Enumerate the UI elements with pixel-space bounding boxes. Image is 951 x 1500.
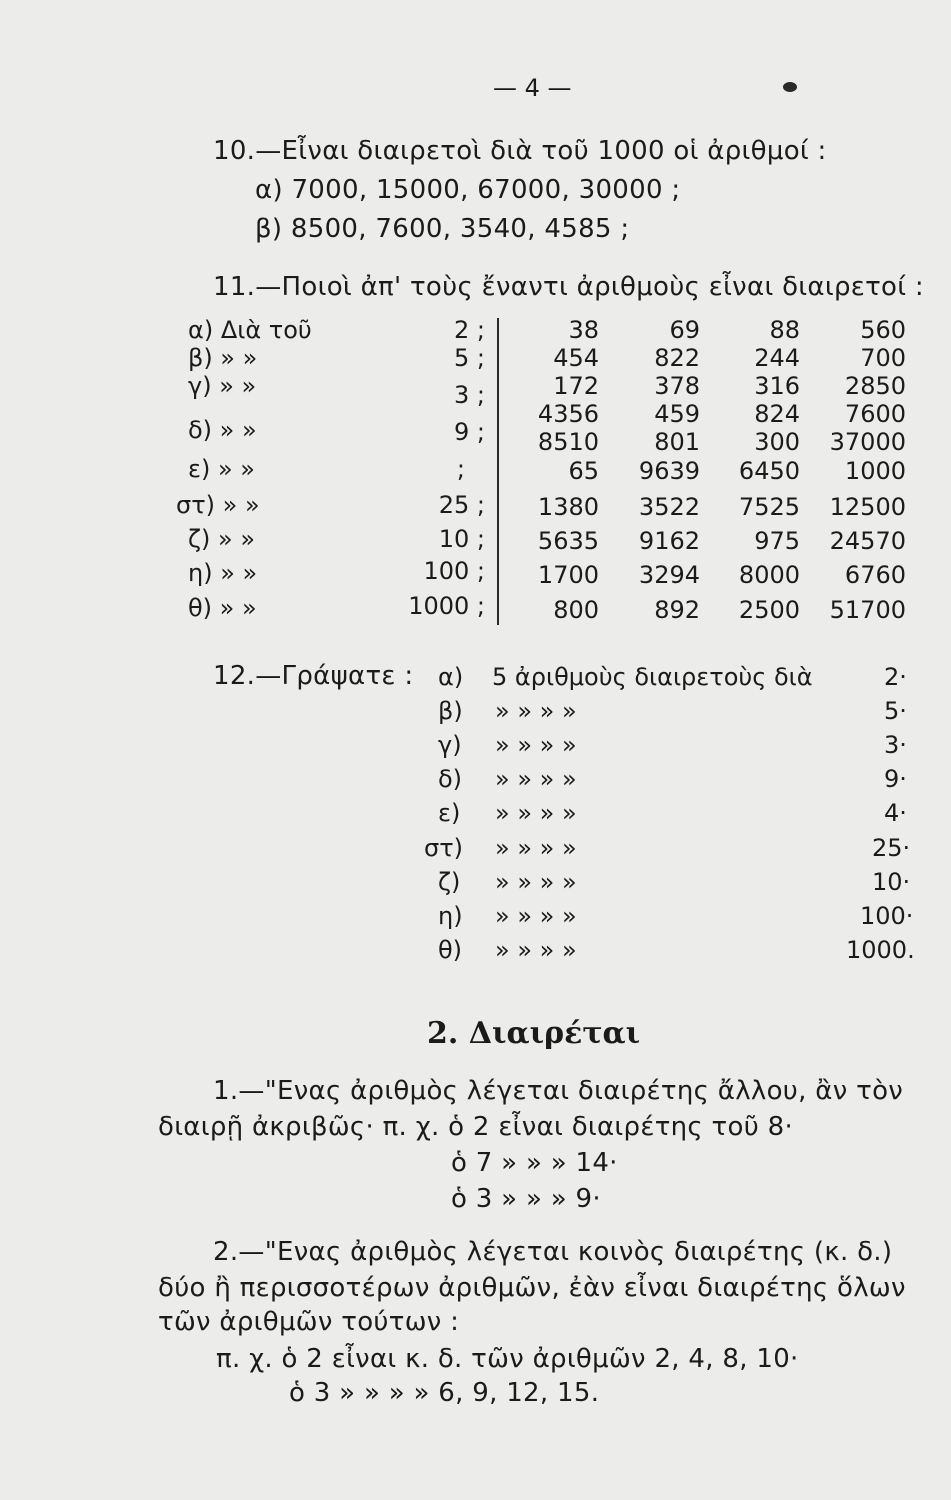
cell: 6450 [738, 457, 800, 485]
cell: 12500 [829, 493, 906, 521]
item-number: 1000. [846, 936, 915, 964]
cell: 2500 [738, 596, 800, 624]
item-label: θ) [438, 936, 463, 964]
cell: 9639 [638, 457, 700, 485]
cell: 24570 [829, 527, 906, 555]
cell: 7525 [738, 493, 800, 521]
cell: 1380 [537, 493, 599, 521]
cell: 37000 [829, 428, 906, 456]
p2-line4: π. χ. ὁ 2 εἶναι κ. δ. τῶν ἀριθμῶν 2, 4, 8, 10· [216, 1344, 799, 1374]
row-divisor: 100 ; [423, 557, 485, 585]
row-divisor: 3 ; [454, 381, 485, 409]
cell: 800 [553, 596, 599, 624]
item-label: α) [438, 663, 464, 691]
cell: 1700 [537, 561, 599, 589]
row-label: ε) » » [188, 455, 255, 483]
cell: 822 [654, 344, 700, 372]
item-text: » » » » [495, 902, 577, 930]
cell: 65 [568, 457, 599, 485]
item-text: » » » » [495, 868, 577, 896]
row-divisor: 1000 ; [408, 592, 485, 620]
item-label: ε) [438, 799, 461, 827]
item-number: 9· [884, 765, 907, 793]
cell: 172 [553, 372, 599, 400]
cell: 8000 [738, 561, 800, 589]
item-label: β) [438, 697, 463, 725]
ex12-intro: 12.—Γράψατε : [213, 661, 414, 691]
cell: 88 [769, 316, 800, 344]
p1-line4: ὁ 3 » » » 9· [451, 1184, 601, 1214]
cell: 38 [568, 316, 599, 344]
item-label: δ) [438, 765, 463, 793]
cell: 9162 [638, 527, 700, 555]
item-text: » » » » [495, 731, 577, 759]
p2-line1: 2.—"Ενας ἀριθμὸς λέγεται κοινὸς διαιρέτης (κ. δ.) [213, 1237, 893, 1267]
p1-line3: ὁ 7 » » » 14· [451, 1148, 618, 1178]
row-label: στ) » » [176, 491, 260, 519]
cell: 5635 [537, 527, 599, 555]
page-number: — 4 — [493, 74, 572, 102]
item-text: » » » » [495, 765, 577, 793]
cell: 824 [754, 400, 800, 428]
item-label: ζ) [438, 868, 461, 896]
item-number: 4· [884, 799, 907, 827]
item-text: » » » » [495, 697, 577, 725]
cell: 459 [654, 400, 700, 428]
cell: 892 [654, 596, 700, 624]
row-divisor: 10 ; [438, 525, 485, 553]
cell: 7600 [844, 400, 906, 428]
cell: 4356 [537, 400, 599, 428]
item-label: στ) [424, 834, 464, 862]
cell: 6760 [844, 561, 906, 589]
cell: 801 [654, 428, 700, 456]
cell: 560 [860, 316, 906, 344]
row-label: α) Διὰ τοῦ [188, 316, 312, 344]
row-label: δ) » » [188, 416, 257, 444]
cell: 300 [754, 428, 800, 456]
cell: 8510 [537, 428, 599, 456]
item-text: » » » » [495, 936, 577, 964]
cell: 975 [754, 527, 800, 555]
section-title: 2. Διαιρέται [427, 1016, 641, 1051]
row-label: θ) » » [188, 594, 257, 622]
row-label: η) » » [188, 559, 258, 587]
cell: 244 [754, 344, 800, 372]
item-number: 3· [884, 731, 907, 759]
cell: 700 [860, 344, 906, 372]
cell: 51700 [829, 596, 906, 624]
cell: 316 [754, 372, 800, 400]
row-divisor: 5 ; [454, 344, 485, 372]
item-number: 5· [884, 697, 907, 725]
p2-line3: τῶν ἀριθμῶν τούτων : [158, 1307, 460, 1337]
row-divisor: 9 ; [454, 418, 485, 446]
p1-line1: 1.—"Ενας ἀριθμὸς λέγεται διαιρέτης ἄλλου, ἂν τὸν [213, 1076, 904, 1106]
row-label: ζ) » » [188, 525, 256, 553]
cell: 3294 [638, 561, 700, 589]
ex10-line-b: β) 8500, 7600, 3540, 4585 ; [255, 214, 630, 244]
item-number: 25· [872, 834, 911, 862]
cell: 3522 [638, 493, 700, 521]
cell: 454 [553, 344, 599, 372]
item-number: 100· [860, 902, 914, 930]
ex11-heading: 11.—Ποιοὶ ἀπ' τοὺς ἔναντι ἀριθμοὺς εἶναι διαιρετοί : [213, 272, 924, 302]
p1-line2: διαιρῇ ἀκριβῶς· π. χ. ὁ 2 εἶναι διαιρέτης τοῦ 8· [158, 1112, 794, 1142]
ex10-heading: 10.—Εἶναι διαιρετοὶ διὰ τοῦ 1000 οἱ ἀριθμοί : [213, 136, 827, 166]
row-label: γ) » » [188, 372, 257, 400]
row-label: β) » » [188, 344, 258, 372]
item-number: 10· [872, 868, 911, 896]
item-text: » » » » [495, 834, 577, 862]
p2-line2: δύο ἢ περισσοτέρων ἀριθμῶν, ἐὰν εἶναι διαιρέτης ὅλων [158, 1273, 906, 1303]
item-text: » » » » [495, 799, 577, 827]
row-divisor: 2 ; [454, 316, 485, 344]
row-divisor: 25 ; [438, 491, 485, 519]
ink-blot [783, 82, 797, 92]
cell: 1000 [844, 457, 906, 485]
cell: 69 [669, 316, 700, 344]
p2-line5: ὁ 3 » » » » 6, 9, 12, 15. [289, 1378, 600, 1408]
row-divisor: ; [456, 455, 465, 483]
item-number: 2· [884, 663, 907, 691]
cell: 2850 [844, 372, 906, 400]
item-label: γ) [438, 731, 462, 759]
cell: 378 [654, 372, 700, 400]
item-text: 5 ἀριθμοὺς διαιρετοὺς διὰ [492, 663, 813, 691]
item-label: η) [438, 902, 463, 930]
table-divider [497, 318, 499, 625]
ex10-line-a: α) 7000, 15000, 67000, 30000 ; [255, 175, 681, 205]
